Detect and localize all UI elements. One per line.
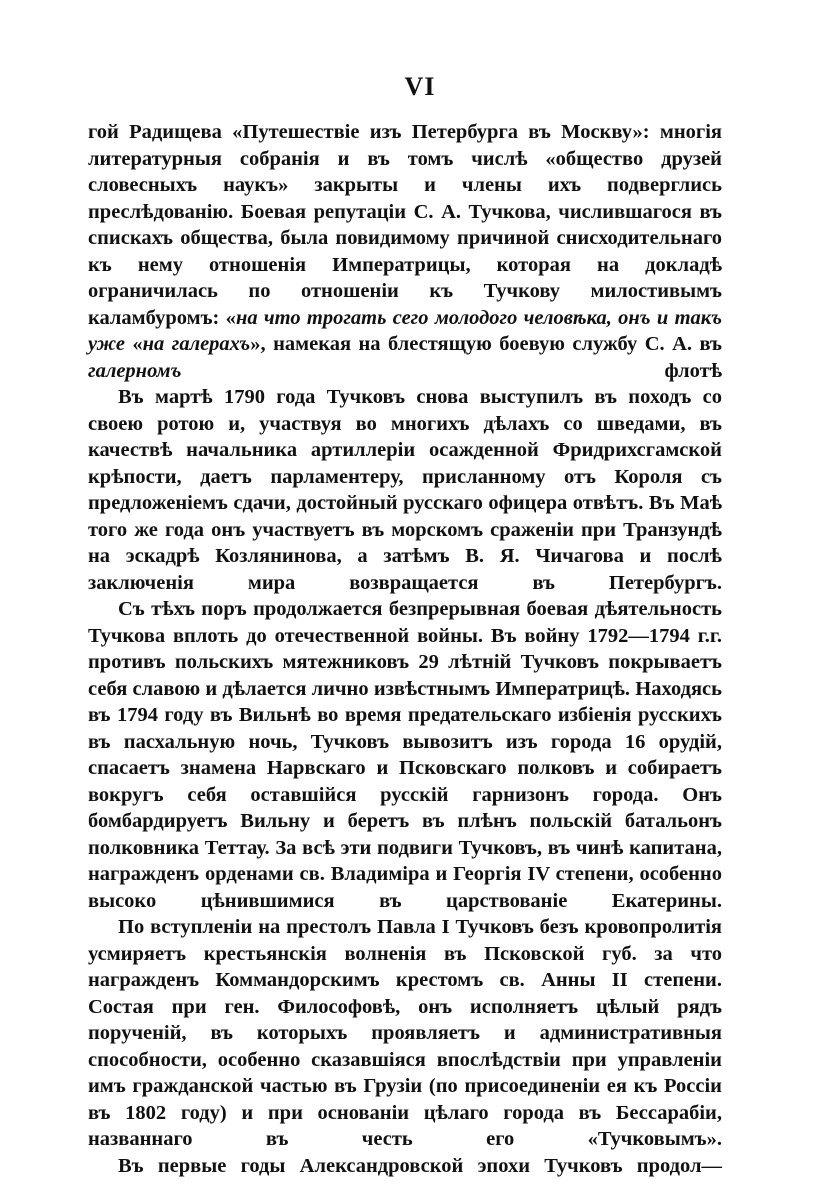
paragraph-1-ending: флотѣ xyxy=(181,359,722,382)
paragraph-1-quote-1: на что трогать сего молодого человѣка, онъ и такъ уже xyxy=(88,306,722,355)
paragraph-1-quote-2: на галерахъ xyxy=(142,333,251,355)
paragraph-continuation xyxy=(88,119,722,384)
paragraph-1-quote-3: галерномъ xyxy=(88,359,182,382)
page-number: VI xyxy=(404,72,436,101)
paragraph-4: По вступленіи на престолъ Павла I Тучковъ безъ кровопролитія усмиряетъ крестьянскія волненія въ Псковской губ. за что награжденъ Коммандорскимъ крестомъ св. Анны II степени. Состая при ген. Философовѣ, онъ исполняетъ цѣлый рядъ порученій, въ которыхъ проявляетъ и административныя способности, особенно сказавшіяся впослѣдствіи при управленіи имъ гражданской частью въ Грузіи (по присоединеніи ея къ Россіи въ 1802 году) и при основаніи цѣлаго города въ Бессарабіи, названнаго въ честь его «Тучковымъ». xyxy=(88,916,722,1150)
paragraph-5: Въ первые годы Александровской эпохи Тучковъ продол— xyxy=(118,1154,722,1177)
page-body xyxy=(88,119,722,1179)
paragraph-3: Съ тѣхъ поръ продолжается безпрерывная боевая дѣятельность Тучкова вплоть до отечественной войны. Въ войну 1792—1794 г.г. противъ польскихъ мятежниковъ 29 лѣтній Тучковъ покрываетъ себя славою и дѣлается лично извѣстнымъ Императрицѣ. Находясь въ 1794 году въ Вильнѣ во время предательскаго избіенія русскихъ въ пасхальную ночь, Тучковъ вывозитъ изъ города 16 орудій, спасаетъ знамена Нарвскаго и Псковскаго полковъ и собираетъ вокругъ себя оставшійся русскій гарнизонъ города. Онъ бомбардируетъ Вильну и беретъ въ плѣнъ польскій батальонъ полковника Теттау. За всѣ эти подвиги Тучковъ, въ чинѣ капитана, награжденъ орденами св. Владиміра и Георгія IV степени, особенно высоко цѣнившимися въ царствованіе Екатерины. xyxy=(88,598,722,912)
paragraph-1-text: гой Радищева «Путешествіе изъ Петербурга въ Москву»: многія литературныя собранія и въ томъ числѣ «общество друзей словесныхъ наукъ» закрыты и члены ихъ подверглись преслѣдованію. Боевая репутаціи С. А. Тучкова, числившагося въ спискахъ общества, была повидимому причиной снисходительнаго къ нему отношенія Императрицы, которая на докладѣ ограничилась по отношеніи къ Тучкову милостивымъ каламбуромъ: « xyxy=(88,121,722,329)
paragraph-1-quote-separator: « xyxy=(124,333,143,355)
paragraph-2: Въ мартѣ 1790 года Тучковъ снова выступилъ въ походъ со своею ротою и, участвуя во многихъ дѣлахъ со шведами, въ качествѣ начальника артиллеріи осажденной Фридрихсгамской крѣпости, даетъ парламентеру, присланному отъ Короля съ предложеніемъ сдачи, достойный русскаго офицера отвѣтъ. Въ Маѣ того же года онъ участвуетъ въ морскомъ сраженіи при Транзундѣ на эскадрѣ Козлянинова, а затѣмъ В. Я. Чичагова и послѣ заключенія мира возвращается въ Петербургъ. xyxy=(88,386,722,594)
paragraph-1-text-2: », намекая на блестящую боевую службу С. А. въ xyxy=(250,333,723,355)
